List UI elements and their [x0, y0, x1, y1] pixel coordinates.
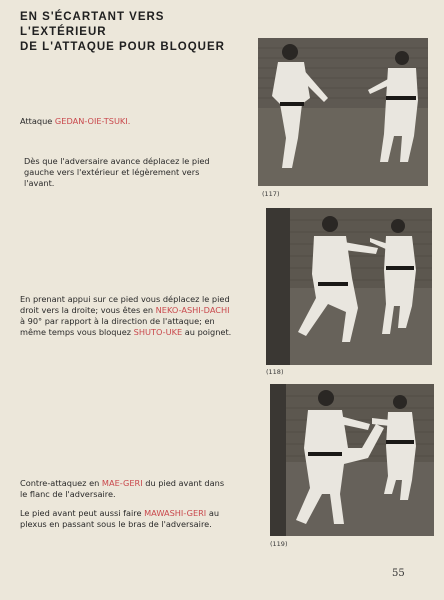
block-name: SHUTO-UKE: [133, 327, 183, 337]
attack-prefix: Attaque: [20, 116, 55, 126]
section-heading: [20, 10, 250, 55]
kick-name-alt: MAWASHI-GERI: [144, 508, 207, 518]
caption-118: (118): [266, 368, 284, 376]
paragraph-2-text-c: au poignet.: [182, 327, 232, 337]
page-number: 55: [392, 568, 405, 579]
photo-117: [258, 38, 428, 186]
paragraph-3-text-a: Contre-attaquez en: [20, 478, 102, 488]
paragraph-4-text-a: Le pied avant peut aussi faire: [20, 508, 145, 518]
photo-119: [270, 384, 434, 536]
attack-line: [20, 116, 230, 127]
paragraph-2-text-a: En prenant appui sur ce pied vous déplacez le pied droit vers la droite; vous êtes en: [20, 294, 230, 315]
paragraph-2: [20, 294, 234, 338]
heading-line-1: EN S'ÉCARTANT VERS L'EXTÉRIEUR: [20, 11, 165, 38]
photo-118: [266, 208, 432, 365]
paragraph-2-text-b: à 90° par rapport à la direction de l'attaque; en même temps vous bloquez: [20, 316, 215, 337]
caption-117: (117): [262, 190, 280, 198]
paragraph-3: [20, 478, 232, 500]
kick-name: MAE-GERI: [101, 478, 143, 488]
caption-119: (119): [270, 540, 288, 548]
attack-name: GEDAN-OIE-TSUKI.: [54, 116, 131, 126]
paragraph-1: Dès que l'adversaire avance déplacez le pied gauche vers l'extérieur et légèrement vers l'avant.: [24, 156, 210, 188]
paragraph-3-text-b: du pied avant dans le flanc de l'adversaire.: [20, 478, 225, 499]
stance-name: NEKO-ASHI-DACHI: [155, 305, 230, 315]
heading-line-2: DE L'ATTAQUE POUR BLOQUER: [20, 41, 225, 53]
paragraph-4-text-b: au plexus en passant sous le bras de l'adversaire.: [20, 508, 220, 529]
paragraph-4: [20, 508, 232, 530]
